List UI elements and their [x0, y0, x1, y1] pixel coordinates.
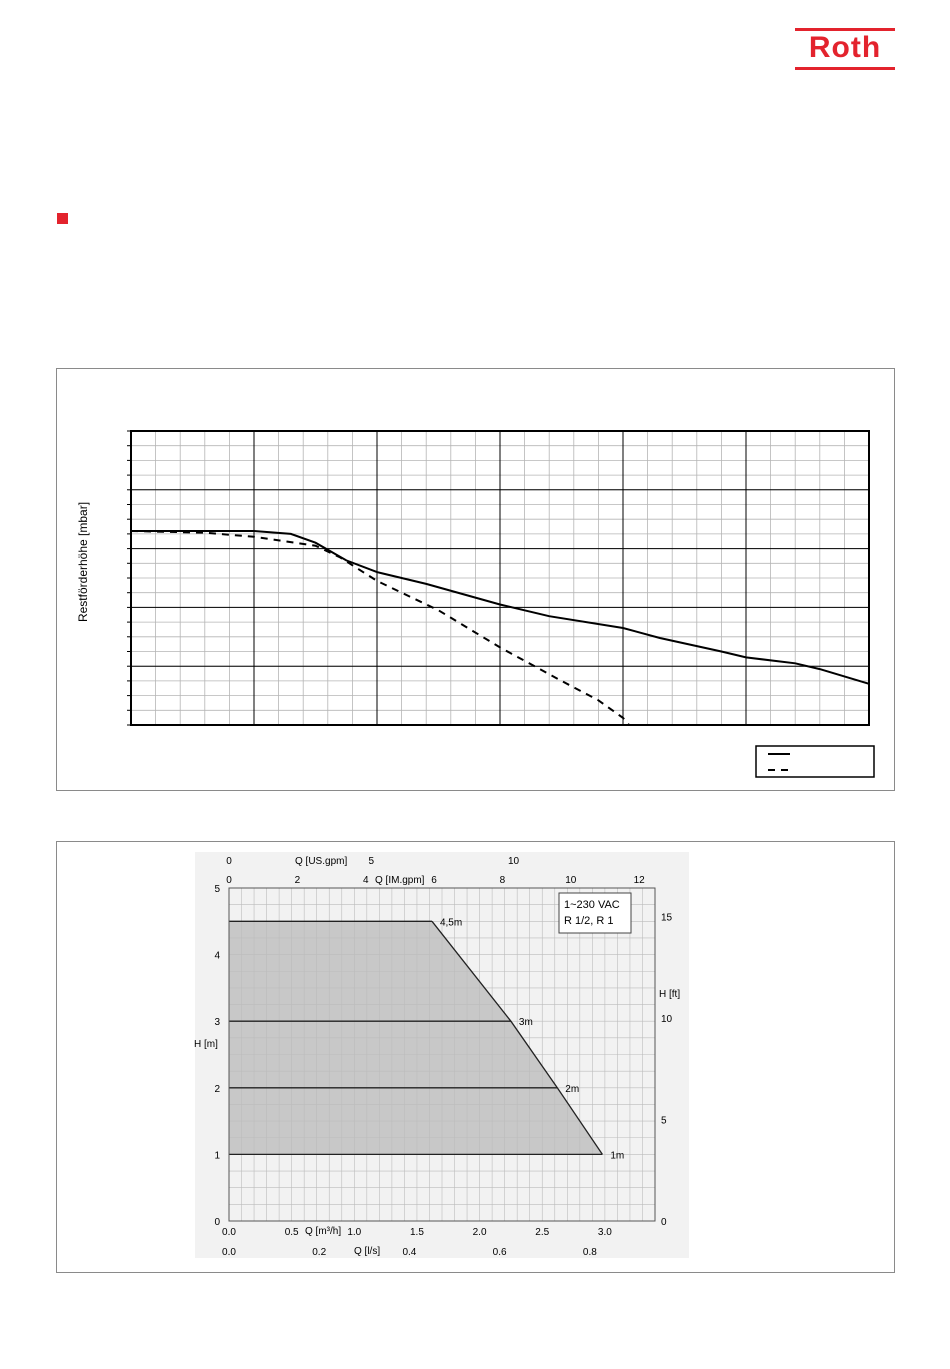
chart2-annotation-box — [559, 893, 631, 933]
x-tick-m3h: 2.5 — [535, 1227, 550, 1238]
axis-label-us-gpm: Q [US.gpm] — [295, 856, 348, 867]
x-tick-im-gpm: 2 — [294, 875, 301, 886]
axis-label-h-ft: H [ft] — [659, 989, 681, 1000]
x-tick-im-gpm: 0 — [226, 875, 232, 886]
chart1-y-axis-label: Restförderhöhe [mbar] — [76, 501, 90, 623]
section-bullet-icon — [57, 213, 68, 224]
y-tick-ft: 0 — [661, 1217, 667, 1228]
curve-label-4-5m: 4,5m — [439, 917, 463, 929]
x-tick-ls: 0.4 — [402, 1247, 417, 1258]
y-tick-m: 1 — [214, 1150, 220, 1162]
x-tick-ls: 0.0 — [222, 1247, 236, 1258]
annotation-voltage: 1~230 VAC — [564, 899, 620, 911]
y-tick-m: 5 — [214, 884, 220, 895]
x-tick-ls: 0.8 — [582, 1247, 597, 1258]
pump-curve-chart — [57, 842, 894, 1272]
x-tick-ls: 0.2 — [312, 1247, 327, 1258]
x-tick-m3h: 1.5 — [409, 1227, 424, 1238]
x-tick-im-gpm: 6 — [431, 875, 437, 886]
roth-logo: Roth — [795, 28, 895, 70]
x-tick-im-gpm: 12 — [633, 875, 645, 886]
x-tick-m3h: 3.0 — [597, 1227, 612, 1238]
chart1-legend — [756, 746, 874, 777]
residual-head-chart-panel — [56, 368, 895, 791]
axis-label-im-gpm: Q [IM.gpm] — [375, 875, 425, 886]
x-tick-im-gpm: 8 — [499, 875, 506, 886]
x-tick-us-gpm: 5 — [368, 856, 375, 867]
annotation-thread: R 1/2, R 1 — [564, 915, 614, 927]
y-tick-m: 2 — [214, 1083, 220, 1095]
axis-label-h-m: H [m] — [194, 1039, 218, 1050]
pump-curve-chart-panel — [56, 841, 895, 1273]
y-tick-ft: 10 — [661, 1014, 673, 1026]
residual-head-chart — [57, 369, 894, 790]
x-tick-im-gpm: 4 — [362, 875, 369, 886]
x-tick-m3h: 1.0 — [347, 1227, 362, 1238]
x-tick-m3h: 0.0 — [222, 1227, 236, 1238]
curve-label-1m: 1m — [610, 1150, 625, 1162]
x-tick-m3h: 0.5 — [284, 1227, 299, 1238]
y-tick-m: 3 — [214, 1017, 220, 1029]
x-tick-us-gpm: 10 — [507, 856, 520, 867]
x-tick-ls: 0.6 — [492, 1247, 507, 1258]
x-tick-m3h: 2.0 — [472, 1227, 487, 1238]
y-tick-ft: 15 — [661, 912, 673, 924]
curve-label-3m: 3m — [518, 1017, 533, 1029]
x-tick-us-gpm: 0 — [226, 856, 232, 867]
axis-label-q-ls: Q [l/s] — [354, 1246, 381, 1257]
y-tick-ft: 5 — [661, 1115, 667, 1127]
x-tick-im-gpm: 10 — [565, 875, 577, 886]
axis-label-q-m3h: Q [m³/h] — [305, 1226, 342, 1237]
y-tick-m: 0 — [214, 1217, 220, 1228]
curve-label-2m: 2m — [565, 1083, 580, 1095]
y-tick-m: 4 — [214, 950, 220, 962]
